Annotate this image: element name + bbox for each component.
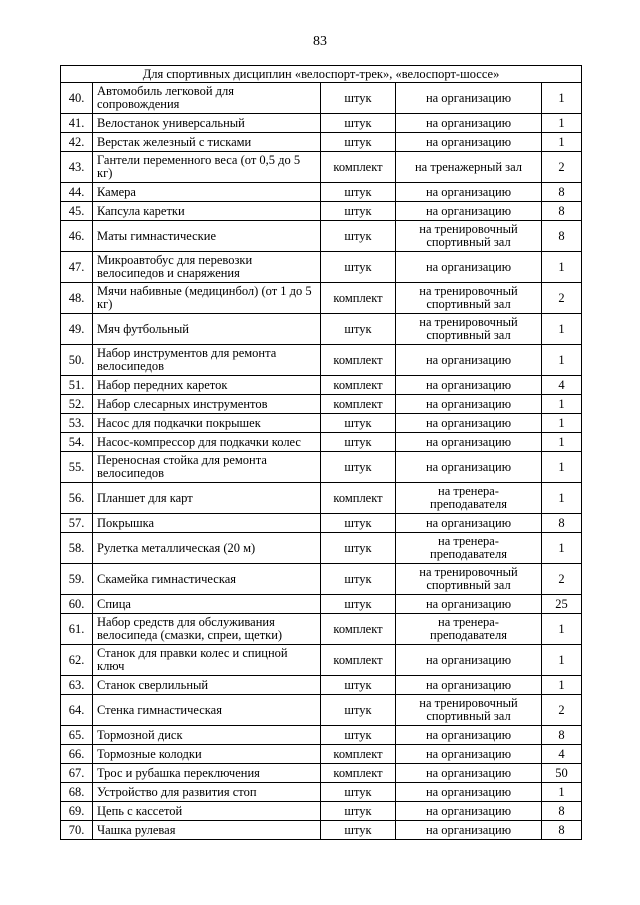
item-name: Чашка рулевая bbox=[93, 821, 321, 840]
quantity: 1 bbox=[542, 133, 582, 152]
item-name: Насос-компрессор для подкачки колес bbox=[93, 433, 321, 452]
row-number: 44. bbox=[61, 183, 93, 202]
table-row bbox=[61, 376, 582, 395]
item-name: Тормозной диск bbox=[93, 726, 321, 745]
unit-of-measure: комплект bbox=[321, 764, 396, 783]
quantity: 1 bbox=[542, 614, 582, 645]
table-row bbox=[61, 452, 582, 483]
quantity: 1 bbox=[542, 676, 582, 695]
row-number: 59. bbox=[61, 564, 93, 595]
allocation: на организацию bbox=[396, 802, 542, 821]
table-row bbox=[61, 645, 582, 676]
allocation: на организацию bbox=[396, 595, 542, 614]
quantity: 8 bbox=[542, 202, 582, 221]
item-name: Набор средств для обслуживания велосипеда (смазки, спреи, щетки) bbox=[93, 614, 321, 645]
table-row bbox=[61, 221, 582, 252]
allocation: на организацию bbox=[396, 114, 542, 133]
row-number: 58. bbox=[61, 533, 93, 564]
unit-of-measure: штук bbox=[321, 821, 396, 840]
page-number: 83 bbox=[313, 34, 327, 49]
unit-of-measure: штук bbox=[321, 695, 396, 726]
table-row bbox=[61, 676, 582, 695]
item-name: Велостанок универсальный bbox=[93, 114, 321, 133]
unit-of-measure: штук bbox=[321, 83, 396, 114]
row-number: 41. bbox=[61, 114, 93, 133]
table-row bbox=[61, 133, 582, 152]
allocation: на организацию bbox=[396, 726, 542, 745]
row-number: 53. bbox=[61, 414, 93, 433]
quantity: 8 bbox=[542, 802, 582, 821]
quantity: 2 bbox=[542, 564, 582, 595]
row-number: 69. bbox=[61, 802, 93, 821]
quantity: 2 bbox=[542, 695, 582, 726]
row-number: 57. bbox=[61, 514, 93, 533]
unit-of-measure: комплект bbox=[321, 345, 396, 376]
quantity: 1 bbox=[542, 452, 582, 483]
quantity: 1 bbox=[542, 314, 582, 345]
section-header-row bbox=[61, 66, 582, 83]
table-row bbox=[61, 314, 582, 345]
item-name: Стенка гимнастическая bbox=[93, 695, 321, 726]
allocation: на организацию bbox=[396, 252, 542, 283]
table-row bbox=[61, 783, 582, 802]
unit-of-measure: комплект bbox=[321, 283, 396, 314]
row-number: 65. bbox=[61, 726, 93, 745]
unit-of-measure: комплект bbox=[321, 745, 396, 764]
allocation: на организацию bbox=[396, 83, 542, 114]
unit-of-measure: штук bbox=[321, 314, 396, 345]
item-name: Гантели переменного веса (от 0,5 до 5 кг) bbox=[93, 152, 321, 183]
item-name: Мячи набивные (медицинбол) (от 1 до 5 кг) bbox=[93, 283, 321, 314]
table-row bbox=[61, 345, 582, 376]
item-name: Спица bbox=[93, 595, 321, 614]
row-number: 70. bbox=[61, 821, 93, 840]
unit-of-measure: штук bbox=[321, 783, 396, 802]
table-row bbox=[61, 152, 582, 183]
unit-of-measure: штук bbox=[321, 252, 396, 283]
allocation: на организацию bbox=[396, 676, 542, 695]
item-name: Тормозные колодки bbox=[93, 745, 321, 764]
quantity: 8 bbox=[542, 726, 582, 745]
item-name: Покрышка bbox=[93, 514, 321, 533]
quantity: 4 bbox=[542, 376, 582, 395]
item-name: Трос и рубашка переключения bbox=[93, 764, 321, 783]
row-number: 42. bbox=[61, 133, 93, 152]
row-number: 50. bbox=[61, 345, 93, 376]
row-number: 64. bbox=[61, 695, 93, 726]
allocation: на тренировочный спортивный зал bbox=[396, 564, 542, 595]
unit-of-measure: штук bbox=[321, 221, 396, 252]
unit-of-measure: штук bbox=[321, 726, 396, 745]
allocation: на организацию bbox=[396, 821, 542, 840]
row-number: 51. bbox=[61, 376, 93, 395]
table-row bbox=[61, 395, 582, 414]
table-row bbox=[61, 695, 582, 726]
row-number: 49. bbox=[61, 314, 93, 345]
table-row bbox=[61, 802, 582, 821]
row-number: 48. bbox=[61, 283, 93, 314]
quantity: 1 bbox=[542, 252, 582, 283]
table-row bbox=[61, 414, 582, 433]
allocation: на организацию bbox=[396, 202, 542, 221]
allocation: на тренировочный спортивный зал bbox=[396, 314, 542, 345]
quantity: 1 bbox=[542, 345, 582, 376]
equipment-table-body bbox=[61, 66, 582, 840]
unit-of-measure: штук bbox=[321, 202, 396, 221]
table-row bbox=[61, 614, 582, 645]
unit-of-measure: штук bbox=[321, 533, 396, 564]
item-name: Набор инструментов для ремонта велосипедов bbox=[93, 345, 321, 376]
row-number: 40. bbox=[61, 83, 93, 114]
unit-of-measure: комплект bbox=[321, 152, 396, 183]
table-row bbox=[61, 821, 582, 840]
row-number: 60. bbox=[61, 595, 93, 614]
item-name: Набор слесарных инструментов bbox=[93, 395, 321, 414]
allocation: на организацию bbox=[396, 764, 542, 783]
section-title: Для спортивных дисциплин «велоспорт-трек», «велоспорт-шоссе» bbox=[61, 66, 582, 83]
allocation: на организацию bbox=[396, 783, 542, 802]
item-name: Мяч футбольный bbox=[93, 314, 321, 345]
table-row bbox=[61, 514, 582, 533]
allocation: на организацию bbox=[396, 514, 542, 533]
row-number: 68. bbox=[61, 783, 93, 802]
quantity: 50 bbox=[542, 764, 582, 783]
item-name: Устройство для развития стоп bbox=[93, 783, 321, 802]
unit-of-measure: штук bbox=[321, 452, 396, 483]
item-name: Автомобиль легковой для сопровождения bbox=[93, 83, 321, 114]
quantity: 1 bbox=[542, 433, 582, 452]
allocation: на тренировочный спортивный зал bbox=[396, 695, 542, 726]
unit-of-measure: штук bbox=[321, 595, 396, 614]
item-name: Капсула каретки bbox=[93, 202, 321, 221]
item-name: Набор передних кареток bbox=[93, 376, 321, 395]
table-row bbox=[61, 483, 582, 514]
quantity: 8 bbox=[542, 821, 582, 840]
quantity: 1 bbox=[542, 395, 582, 414]
item-name: Верстак железный с тисками bbox=[93, 133, 321, 152]
table-row bbox=[61, 83, 582, 114]
unit-of-measure: штук bbox=[321, 414, 396, 433]
item-name: Рулетка металлическая (20 м) bbox=[93, 533, 321, 564]
item-name: Насос для подкачки покрышек bbox=[93, 414, 321, 433]
quantity: 8 bbox=[542, 221, 582, 252]
table-row bbox=[61, 114, 582, 133]
quantity: 1 bbox=[542, 783, 582, 802]
allocation: на тренажерный зал bbox=[396, 152, 542, 183]
allocation: на тренировочный спортивный зал bbox=[396, 283, 542, 314]
row-number: 54. bbox=[61, 433, 93, 452]
unit-of-measure: комплект bbox=[321, 395, 396, 414]
row-number: 61. bbox=[61, 614, 93, 645]
item-name: Переносная стойка для ремонта велосипедов bbox=[93, 452, 321, 483]
table-row bbox=[61, 533, 582, 564]
row-number: 55. bbox=[61, 452, 93, 483]
row-number: 47. bbox=[61, 252, 93, 283]
quantity: 25 bbox=[542, 595, 582, 614]
table-row bbox=[61, 726, 582, 745]
row-number: 46. bbox=[61, 221, 93, 252]
allocation: на организацию bbox=[396, 183, 542, 202]
table-row bbox=[61, 183, 582, 202]
table-row bbox=[61, 433, 582, 452]
item-name: Камера bbox=[93, 183, 321, 202]
table-row bbox=[61, 202, 582, 221]
table-row bbox=[61, 252, 582, 283]
row-number: 62. bbox=[61, 645, 93, 676]
row-number: 52. bbox=[61, 395, 93, 414]
item-name: Станок сверлильный bbox=[93, 676, 321, 695]
item-name: Скамейка гимнастическая bbox=[93, 564, 321, 595]
unit-of-measure: штук bbox=[321, 564, 396, 595]
unit-of-measure: штук bbox=[321, 676, 396, 695]
unit-of-measure: комплект bbox=[321, 645, 396, 676]
unit-of-measure: комплект bbox=[321, 376, 396, 395]
item-name: Микроавтобус для перевозки велосипедов и снаряжения bbox=[93, 252, 321, 283]
quantity: 1 bbox=[542, 645, 582, 676]
quantity: 2 bbox=[542, 152, 582, 183]
quantity: 1 bbox=[542, 83, 582, 114]
table-row bbox=[61, 283, 582, 314]
allocation: на организацию bbox=[396, 745, 542, 764]
quantity: 2 bbox=[542, 283, 582, 314]
item-name: Маты гимнастические bbox=[93, 221, 321, 252]
quantity: 1 bbox=[542, 533, 582, 564]
quantity: 8 bbox=[542, 514, 582, 533]
unit-of-measure: штук bbox=[321, 433, 396, 452]
row-number: 67. bbox=[61, 764, 93, 783]
allocation: на тренера-преподавателя bbox=[396, 614, 542, 645]
quantity: 1 bbox=[542, 483, 582, 514]
allocation: на организацию bbox=[396, 376, 542, 395]
table-row bbox=[61, 764, 582, 783]
quantity: 4 bbox=[542, 745, 582, 764]
item-name: Планшет для карт bbox=[93, 483, 321, 514]
item-name: Цепь с кассетой bbox=[93, 802, 321, 821]
allocation: на организацию bbox=[396, 452, 542, 483]
row-number: 66. bbox=[61, 745, 93, 764]
equipment-table bbox=[60, 65, 582, 840]
unit-of-measure: штук bbox=[321, 183, 396, 202]
table-row bbox=[61, 564, 582, 595]
allocation: на организацию bbox=[396, 645, 542, 676]
table-row bbox=[61, 745, 582, 764]
table-row bbox=[61, 595, 582, 614]
allocation: на организацию bbox=[396, 345, 542, 376]
allocation: на тренировочный спортивный зал bbox=[396, 221, 542, 252]
row-number: 56. bbox=[61, 483, 93, 514]
row-number: 43. bbox=[61, 152, 93, 183]
unit-of-measure: штук bbox=[321, 114, 396, 133]
allocation: на организацию bbox=[396, 433, 542, 452]
quantity: 1 bbox=[542, 114, 582, 133]
allocation: на тренера-преподавателя bbox=[396, 483, 542, 514]
quantity: 1 bbox=[542, 414, 582, 433]
unit-of-measure: штук bbox=[321, 133, 396, 152]
allocation: на организацию bbox=[396, 395, 542, 414]
unit-of-measure: штук bbox=[321, 802, 396, 821]
unit-of-measure: комплект bbox=[321, 614, 396, 645]
unit-of-measure: штук bbox=[321, 514, 396, 533]
item-name: Станок для правки колес и спицной ключ bbox=[93, 645, 321, 676]
allocation: на организацию bbox=[396, 133, 542, 152]
row-number: 63. bbox=[61, 676, 93, 695]
allocation: на тренера-преподавателя bbox=[396, 533, 542, 564]
allocation: на организацию bbox=[396, 414, 542, 433]
quantity: 8 bbox=[542, 183, 582, 202]
unit-of-measure: комплект bbox=[321, 483, 396, 514]
row-number: 45. bbox=[61, 202, 93, 221]
